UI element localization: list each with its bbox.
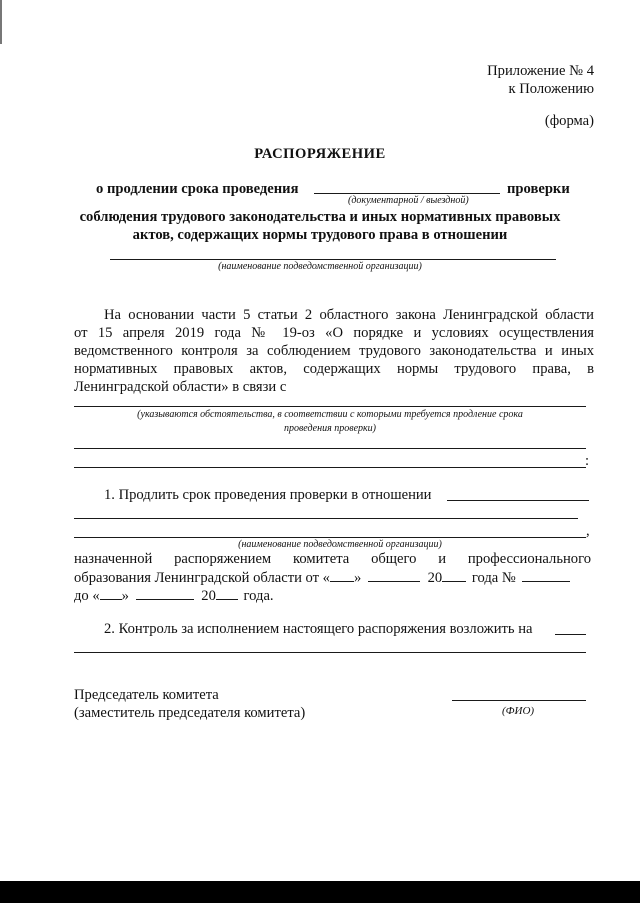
item1-text: 1. Продлить срок проведения проверки в отношении <box>104 487 432 503</box>
signature-field[interactable] <box>452 700 586 701</box>
item2-responsible-field[interactable] <box>555 634 586 635</box>
circumstances-field[interactable] <box>74 406 586 407</box>
deputy-label: (заместитель председателя комитета) <box>74 705 306 721</box>
order-month-field[interactable] <box>368 568 420 582</box>
circumstances-field-2[interactable] <box>74 448 586 449</box>
circumstances-field-3[interactable] <box>74 467 586 468</box>
subject-line2: соблюдения трудового законодательства и иных нормативных правовых <box>79 209 561 225</box>
organization-field[interactable] <box>110 259 556 260</box>
scan-edge-mark <box>0 0 2 44</box>
item2-responsible-field-2[interactable] <box>74 652 586 653</box>
until-quote: » <box>121 588 129 604</box>
appendix-label: Приложение № 4 <box>487 63 594 79</box>
item1-organization-field-2[interactable] <box>74 518 578 519</box>
item2-text: 2. Контроль за исполнением настоящего распоряжения возложить на <box>104 621 533 637</box>
subject-line3: актов, содержащих нормы трудового права в отношении <box>132 227 508 243</box>
chairman-label: Председатель комитета <box>74 687 219 703</box>
circumstances-hint-1: (указываются обстоятельства, в соответствии с которыми требуется продление срока <box>137 409 523 420</box>
order-year-prefix: 20 <box>427 570 443 586</box>
item1-line-b <box>74 568 570 587</box>
subject-line1-start: о продлении срока проведения <box>96 181 299 197</box>
item1-organization-field-3[interactable] <box>74 537 586 538</box>
order-date-prefix: образования Ленинградской области от « <box>74 570 330 586</box>
preamble-line1: На основании части 5 статьи 2 областного закона Ленинградской области <box>104 307 594 323</box>
to-regulation-label: к Положению <box>508 81 594 97</box>
preamble-line4: нормативных правовых актов, содержащих нормы трудового права, в <box>74 361 594 377</box>
until-year-prefix: 20 <box>201 588 216 604</box>
circumstances-colon: : <box>585 453 590 469</box>
fio-hint: (ФИО) <box>502 705 535 717</box>
check-type-field[interactable] <box>314 193 500 194</box>
item1-comma: , <box>586 523 590 539</box>
until-month-field[interactable] <box>136 586 194 600</box>
preamble-line2: от 15 апреля 2019 года № 19-оз «О порядке и условиях осуществления <box>74 325 594 341</box>
until-prefix: до « <box>74 588 100 604</box>
document-title: РАСПОРЯЖЕНИЕ <box>254 146 386 162</box>
subject-line1-end: проверки <box>507 181 570 197</box>
order-number-label: года № <box>471 570 516 586</box>
scan-bottom-bar <box>0 881 640 903</box>
order-number-field[interactable] <box>522 568 570 582</box>
until-day-field[interactable] <box>100 586 122 600</box>
form-label: (форма) <box>544 113 594 129</box>
item1-line-a: назначенной распоряжением комитета общего и профессионального <box>74 551 591 567</box>
order-date-quote: » <box>353 570 362 586</box>
check-type-hint: (документарной / выездной) <box>348 195 469 206</box>
preamble-line5: Ленинградской области» в связи с <box>74 379 287 395</box>
item1-line-c <box>74 586 274 605</box>
order-year-field[interactable] <box>442 568 466 582</box>
item1-organization-hint: (наименование подведомственной организации) <box>238 539 442 550</box>
until-year-suffix: года. <box>243 588 274 604</box>
organization-hint: (наименование подведомственной организации) <box>218 261 422 272</box>
order-day-field[interactable] <box>330 568 354 582</box>
preamble-line3: ведомственного контроля за соблюдением трудового законодательства и иных <box>74 343 594 359</box>
circumstances-hint-2: проведения проверки) <box>283 423 377 434</box>
until-year-field[interactable] <box>216 586 238 600</box>
item1-organization-field[interactable] <box>447 500 589 501</box>
